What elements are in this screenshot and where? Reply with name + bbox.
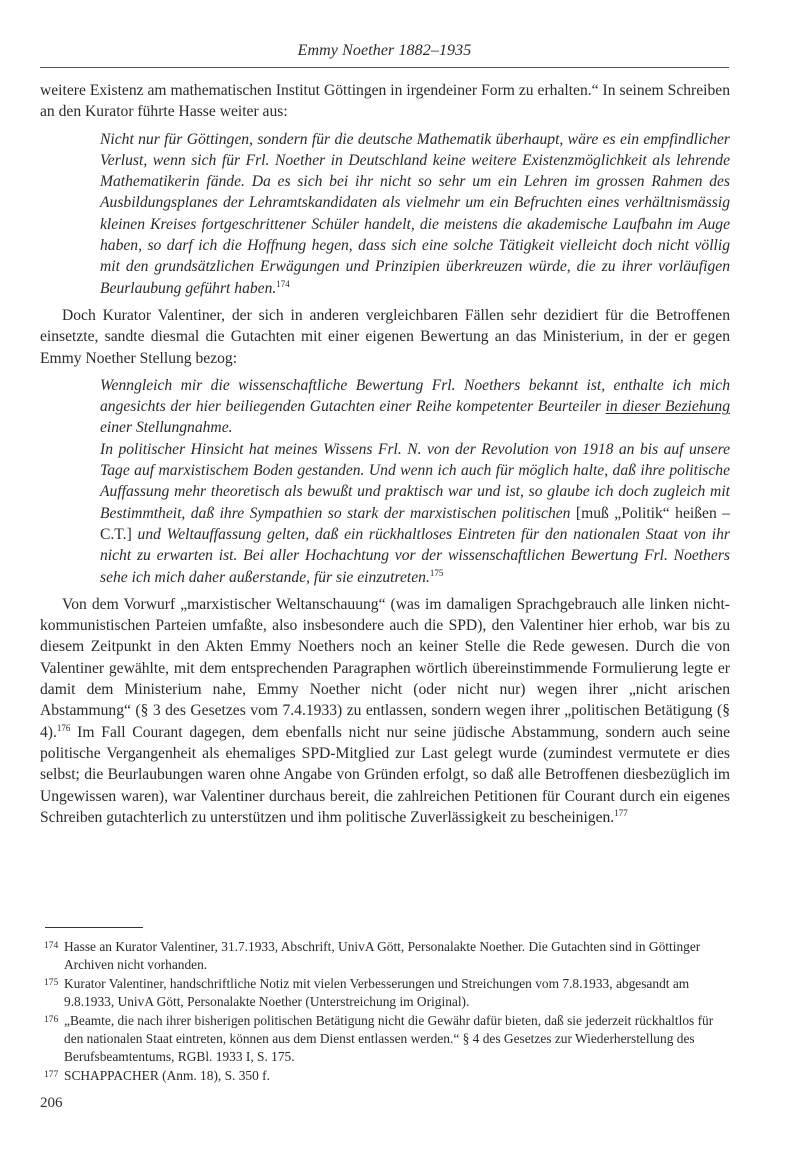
footnote-text: Kurator Valentiner, handschriftliche Notiz mit vielen Verbesserungen und Streichungen vom 7.8.1933, abgesandt am 9.8.1933, UnivA Gött, Personalakte Noether (Unterstreichung im Original). bbox=[64, 975, 690, 1010]
quote-hasse-body: Nicht nur für Göttingen, sondern für die deutsche Mathematik überhaupt, wäre es ein empfindlicher Verlust, wenn sich für Frl. Noether in Deutschland keine weitere Existenzmöglichkeit als lehrende Mathematikerin fände. Da es sich bei ihr nicht so sehr um ein Lehren im grossen Rahmen des Ausbildungsplanes der Lehramtskandidaten als vielmehr um ein Befruchten eines verhältnismässig kleinen Kreises fortgeschrittener Schüler handelt, die meistens die akademische Laufbahn im Auge haben, so darf ich die Hoffnung hegen, dass sich eine solche Tätigkeit vielleicht doch nicht völlig mit den grundsätzlichen Erwägungen und Prinzipien überkreuzen würde, die zu ihrer vorläufigen Beurlaubung geführt haben. bbox=[100, 130, 730, 297]
quote-valentiner-text-c: In politischer Hinsicht hat meines Wissens Frl. N. von der Revolution von 1918 an bis auf unsere Tage auf marxistischem Boden gestanden. Und wenn ich auch für möglich halte, daß ihre politische Auffassung mehr theoretisch als bewußt und praktisch war und ist, so glaube ich doch zugleich mit Bestimmtheit, daß ihre Sympathien so stark der marxistischen politischen bbox=[100, 440, 730, 522]
footnote-174 bbox=[40, 938, 730, 975]
footnote-separator bbox=[45, 927, 143, 928]
running-head-title: Emmy Noether 1882–1935 bbox=[297, 42, 472, 59]
quote-valentiner-part1 bbox=[100, 375, 730, 439]
quote-valentiner-text-d: und Weltauffassung gelten, daß ein rückhaltloses Eintreten für den nationalen Staat von ihr nicht zu erwarten ist. Bei aller Hochachtung vor der wissenschaftlichen Bewertung Frl. Noethers sehe ich mich daher außerstande, für sie einzutreten. bbox=[100, 525, 730, 586]
footnote-ref-175[interactable]: 175 bbox=[429, 567, 444, 578]
footnote-ref-174[interactable]: 174 bbox=[276, 278, 290, 289]
footnote-175 bbox=[40, 975, 730, 1012]
footnote-177 bbox=[40, 1067, 730, 1085]
paragraph-analysis bbox=[40, 594, 730, 828]
underlined-phrase: in dieser Beziehung bbox=[605, 398, 730, 416]
footnotes-section bbox=[40, 938, 730, 1085]
paragraph-analysis-text-b: Im Fall Courant dagegen, dem ebenfalls nicht nur seine jüdische Abstammung, sondern auch seine politische Vergangenheit als ehemaliges SPD-Mitglied zur Last gelegt wurde (zumindest vermutete er dies selbst; die Beurlaubungen waren ohne Angabe von Gründen erfolgt, so daß alle Betroffenen diesbezüglich im Ungewissen waren), war Valentiner durchaus bereit, die zahlreichen Petitionen für Courant durch ein eigenes Schreiben gutachterlich zu unterstützen und ihm politische Zuverlässigkeit zu bescheinigen. bbox=[40, 723, 730, 826]
footnote-text: Hasse an Kurator Valentiner, 31.7.1933, Abschrift, UnivA Gött, Personalakte Noether. Die Gutachten sind in Göttinger Archiven nicht vorhanden. bbox=[64, 939, 701, 973]
paragraph-analysis-text-a: Von dem Vorwurf „marxistischer Weltanschauung“ (was im damaligen Sprachgebrauch alle linken nicht-kommunistischen Parteien umfaßte, also insbesondere auch die SPD), den Valentiner hier erhob, war bis zu diesem Zeitpunkt in den Akten Emmy Noethers noch an keiner Stelle die Rede gewesen. Durch die von Valentiner gewählte, mit dem entsprechenden Paragraphen wörtlich übereinstimmende Formulierung legte er damit dem Ministerium nahe, Emmy Noether nicht (oder nicht nur) wegen ihrer „nicht arischen Abstammung“ (§ 3 des Gesetzes vom 7.4.1933) zu entlassen, sondern wegen ihrer „politischen Betätigung (§ 4). bbox=[40, 595, 730, 741]
page-number: 206 bbox=[40, 1095, 63, 1111]
quote-valentiner-part2 bbox=[100, 439, 730, 588]
footnote-ref-176[interactable]: 176 bbox=[56, 722, 71, 733]
footnote-number: 175 bbox=[44, 977, 59, 988]
footnote-number: 174 bbox=[44, 941, 59, 951]
paragraph-valentiner: Doch Kurator Valentiner, der sich in anderen vergleichbaren Fällen sehr dezidiert für die Betroffenen einsetzte, sandte diesmal die Gutachten mit einer eigenen Bewertung an das Ministerium, in der er gegen Emmy Noether Stellung bezog: bbox=[40, 306, 730, 367]
header-rule bbox=[40, 67, 729, 68]
main-text bbox=[40, 80, 730, 828]
quote-hasse-text bbox=[100, 129, 730, 299]
footnote-number: 176 bbox=[44, 1014, 59, 1025]
quote-valentiner-text-b: einer Stellungnahme. bbox=[100, 419, 233, 437]
quote-valentiner-text-a: Wenngleich mir die wissenschaftliche Bewertung Frl. Noethers bekannt ist, enthalte ich mich angesichts der hier beiliegenden Gutachten einer Reihe kompetenter Beurteiler bbox=[100, 376, 730, 416]
footnote-176 bbox=[40, 1012, 730, 1067]
editorial-insertion: [muß „Politik“ heißen – C.T.] bbox=[100, 504, 730, 543]
block-quote-hasse bbox=[100, 129, 730, 299]
footnote-ref-177[interactable]: 177 bbox=[614, 807, 628, 818]
block-quote-valentiner bbox=[100, 375, 730, 588]
footnote-number: 177 bbox=[44, 1069, 59, 1080]
footnote-text: „Beamte, die nach ihrer bisherigen politischen Betätigung nicht die Gewähr dafür bieten, daß sie jederzeit rückhaltlos für den nationalen Staat eintreten, können aus dem Dienst entlassen werden.“ § 4 des Gesetzes zur Wiederherstellung des Berufsbeamtentums, RGBl. 1933 I, S. 175. bbox=[64, 1012, 714, 1065]
footnote-text: SCHAPPACHER (Anm. 18), S. 350 f. bbox=[64, 1067, 270, 1083]
paragraph-intro: weitere Existenz am mathematischen Institut Göttingen in irgendeiner Form zu erhalten.“ In seinem Schreiben an den Kurator führte Hasse weiter aus: bbox=[40, 82, 730, 121]
